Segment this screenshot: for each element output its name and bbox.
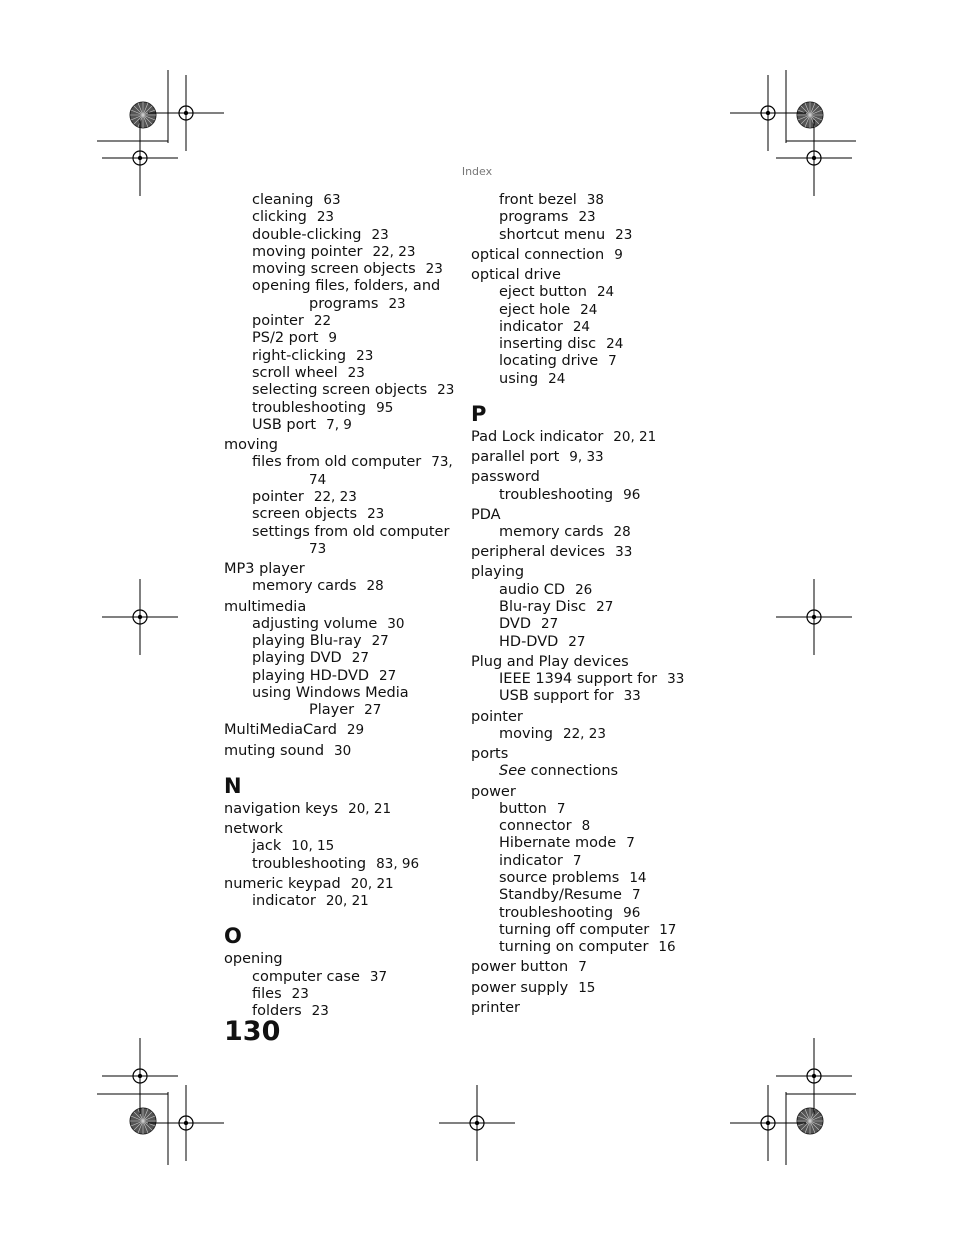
index-subentry (471, 336, 711, 353)
entry-term: peripheral devices (471, 544, 606, 561)
section-letter: N (224, 773, 242, 798)
index-entry (471, 654, 711, 671)
index-subentry (224, 893, 464, 910)
index-subentry (224, 382, 464, 399)
index-entry (224, 722, 464, 739)
entry-term: power (471, 783, 516, 800)
index-subentry (471, 801, 711, 818)
entry-pages: 24 (596, 284, 615, 301)
entry-term: clicking (252, 209, 307, 226)
entry-pages: 23 (356, 347, 374, 364)
entry-term: playing Blu-ray (252, 633, 362, 650)
index-subentry (471, 634, 711, 651)
index-subentry (224, 417, 464, 434)
entry-term: cleaning (252, 192, 314, 208)
index-subentry (471, 524, 711, 541)
entry-term: turning on computer (499, 939, 649, 956)
entry-term: Pad Lock indicator (471, 428, 604, 445)
index-subentry (471, 227, 711, 244)
entry-term: troubleshooting (499, 904, 614, 921)
index-subentry (471, 726, 711, 743)
running-header: Index (461, 165, 493, 178)
entry-term: memory cards (499, 524, 604, 541)
entry-pages: 22, 23 (563, 725, 606, 742)
index-entry (471, 709, 711, 726)
entry-term: optical drive (471, 266, 561, 283)
entry-term: jack (252, 838, 282, 855)
index-entry (224, 876, 464, 893)
entry-term: double-clicking (252, 226, 362, 243)
entry-pages: 23 (347, 364, 365, 381)
entry-pages: 7 (556, 800, 566, 817)
index-subentry (471, 616, 711, 633)
index-subentry (471, 887, 711, 904)
entry-pages: 23 (311, 1003, 329, 1020)
entry-pages: 9 (614, 246, 623, 263)
entry-pages: 33 (623, 688, 641, 705)
entry-pages: 14 (629, 870, 647, 887)
entry-pages: 20, 21 (613, 428, 657, 445)
index-subentry (471, 688, 711, 705)
entry-pages: 27 (364, 702, 382, 719)
entry-pages: 7, 9 (326, 416, 352, 433)
entry-term: pointer (471, 708, 523, 725)
entry-term: adjusting volume (252, 615, 378, 632)
entry-pages: 27 (351, 650, 369, 667)
entry-term: playing DVD (252, 650, 342, 667)
index-entry (471, 980, 711, 997)
entry-term: parallel port (471, 449, 560, 466)
index-subentry (471, 599, 711, 616)
entry-pages: 9, 33 (569, 449, 604, 466)
entry-term: files (252, 985, 282, 1002)
entry-pages: 23 (316, 209, 335, 226)
entry-pages: 7 (608, 353, 617, 370)
entry-term: HD-DVD (499, 633, 559, 650)
index-entry (471, 959, 711, 976)
entry-term: pointer (252, 313, 304, 330)
entry-term: MP3 player (224, 561, 305, 578)
entry-pages: 22, 23 (313, 488, 357, 505)
entry-term: power supply (471, 979, 569, 996)
index-subentry (224, 472, 464, 489)
index-entry (224, 951, 464, 968)
entry-pages: 33 (615, 544, 633, 561)
entry-term: opening (224, 951, 283, 968)
entry-term: ports (471, 746, 509, 763)
entry-term: password (471, 469, 540, 486)
entry-term: turning off computer (499, 921, 650, 938)
entry-pages: 7 (631, 887, 641, 904)
entry-term: moving screen objects (252, 261, 416, 278)
entry-term: playing HD-DVD (252, 667, 370, 684)
entry-term: source problems (499, 870, 620, 887)
entry-pages: 20, 21 (350, 875, 394, 892)
entry-term: DVD (499, 616, 531, 633)
entry-term: Hibernate mode (499, 835, 617, 852)
entry-term: files from old computer (252, 454, 422, 471)
index-subentry (224, 969, 464, 986)
index-subentry (224, 616, 464, 633)
entry-term: power button (471, 959, 569, 976)
index-entry (224, 743, 464, 760)
entry-pages: 7 (626, 835, 635, 852)
entry-term: computer case (252, 968, 360, 985)
index-entry (224, 561, 464, 578)
entry-pages: 23 (615, 226, 633, 243)
index-entry (471, 247, 711, 264)
entry-term: selecting screen objects (252, 382, 428, 399)
index-subentry (224, 400, 464, 417)
entry-pages: 22, 23 (372, 243, 416, 260)
entry-pages: 20, 21 (348, 800, 392, 817)
index-subentry (224, 227, 464, 244)
entry-term: USB port (252, 416, 317, 433)
index-entry (224, 801, 464, 818)
page-number: 130 (224, 1016, 281, 1047)
entry-pages: 83, 96 (376, 855, 420, 872)
entry-pages: 96 (623, 486, 641, 503)
entry-pages: 30 (387, 615, 405, 632)
entry-term: moving pointer (252, 243, 363, 260)
index-subentry (224, 702, 464, 719)
index-entry (224, 599, 464, 616)
index-subentry (471, 192, 711, 209)
index-subentry (471, 835, 711, 852)
index-subentry (224, 524, 464, 541)
section-letter: O (224, 924, 242, 949)
index-subentry (224, 685, 464, 702)
entry-term: troubleshooting (499, 486, 614, 503)
index-column-left (224, 192, 464, 1020)
entry-term: locating drive (499, 353, 599, 370)
entry-term: Standby/Resume (499, 887, 622, 904)
entry-term: right-clicking (252, 347, 347, 364)
entry-term: muting sound (224, 742, 325, 759)
index-subentry (224, 209, 464, 226)
entry-term: front bezel (499, 192, 577, 208)
index-subentry (224, 261, 464, 278)
index-subentry (471, 818, 711, 835)
entry-pages: 37 (369, 968, 388, 985)
index-entry (471, 746, 711, 763)
entry-pages: 96 (623, 904, 641, 921)
entry-term: folders (252, 1003, 302, 1020)
index-subentry (471, 582, 711, 599)
entry-pages: 23 (578, 209, 596, 226)
index-subentry (471, 302, 711, 319)
entry-pages: 28 (613, 524, 631, 541)
entry-pages: 28 (366, 578, 384, 595)
entry-pages: 33 (667, 671, 685, 688)
entry-pages: 16 (658, 939, 676, 956)
entry-pages: 27 (541, 616, 559, 633)
entry-pages: 24 (548, 370, 566, 387)
index-subentry (224, 296, 464, 313)
index-subentry (471, 671, 711, 688)
entry-term: indicator (252, 893, 316, 910)
index-entry (471, 544, 711, 561)
entry-term: PDA (471, 506, 501, 523)
entry-term: button (499, 800, 547, 817)
entry-term: optical connection (471, 246, 605, 263)
index-subentry (224, 348, 464, 365)
index-subentry (224, 856, 464, 873)
index-subentry (224, 192, 464, 209)
entry-term: playing (471, 564, 525, 581)
entry-pages: 23 (425, 261, 443, 278)
see-reference: See (499, 763, 531, 780)
index-subentry (224, 986, 464, 1003)
index-subentry (471, 939, 711, 956)
index-subentry (471, 487, 711, 504)
entry-term: memory cards (252, 578, 357, 595)
index-entry (471, 784, 711, 801)
entry-pages: 23 (291, 985, 309, 1002)
index-subentry (224, 633, 464, 650)
index-subentry (224, 650, 464, 667)
index-entry (224, 437, 464, 454)
entry-pages: 27 (371, 633, 389, 650)
index-entry (224, 821, 464, 838)
entry-pages: 29 (346, 722, 365, 739)
index-subentry (224, 541, 464, 558)
entry-term: moving (224, 437, 278, 454)
entry-term: Blu-ray Disc (499, 599, 587, 616)
index-entry (471, 507, 711, 524)
entry-pages: 38 (586, 192, 604, 208)
entry-term: programs (499, 209, 569, 226)
entry-pages: 10, 15 (291, 838, 335, 855)
index-subentry (471, 870, 711, 887)
index-subentry (224, 578, 464, 595)
entry-term: multimedia (224, 598, 307, 615)
entry-pages: 27 (596, 599, 614, 616)
index-subentry (471, 284, 711, 301)
entry-pages: 15 (578, 979, 596, 996)
entry-term: Player (309, 702, 355, 719)
entry-pages: 23 (388, 295, 406, 312)
index-subentry (224, 506, 464, 523)
entry-term: navigation keys (224, 800, 339, 817)
entry-term: inserting disc (499, 336, 597, 353)
entry-term: printer (471, 999, 520, 1016)
entry-term: numeric keypad (224, 875, 341, 892)
index-entry (471, 564, 711, 581)
entry-pages: 23 (437, 382, 455, 399)
index-subentry (471, 922, 711, 939)
index-subentry (224, 330, 464, 347)
entry-pages: 95 (376, 399, 394, 416)
index-entry (471, 469, 711, 486)
entry-term: audio CD (499, 581, 566, 598)
entry-term: indicator (499, 852, 563, 869)
entry-term: eject hole (499, 301, 571, 318)
entry-term: scroll wheel (252, 364, 338, 381)
entry-term: MultiMediaCard (224, 722, 337, 739)
entry-term: using (499, 370, 539, 387)
index-subentry (224, 365, 464, 382)
index-subentry (471, 853, 711, 870)
entry-pages: 23 (371, 226, 389, 243)
section-letter: P (471, 402, 487, 427)
entry-term: programs (309, 295, 379, 312)
entry-term: pointer (252, 488, 304, 505)
entry-pages: 20, 21 (325, 893, 369, 910)
entry-pages: 30 (334, 742, 352, 759)
index-entry (471, 1000, 711, 1017)
entry-pages: 23 (367, 506, 385, 523)
index-subentry (471, 209, 711, 226)
index-entry (471, 449, 711, 466)
entry-term: moving (499, 725, 553, 742)
entry-term: USB support for (499, 688, 614, 705)
entry-pages: 73, (431, 454, 453, 471)
entry-term: settings from old computer (252, 523, 450, 540)
entry-pages: 22 (313, 313, 332, 330)
entry-pages: 24 (606, 336, 624, 353)
index-subentry (224, 838, 464, 855)
index-subentry (471, 763, 711, 780)
entry-pages: 73 (309, 540, 327, 557)
entry-pages: 7 (578, 959, 587, 976)
entry-pages: 17 (659, 921, 677, 938)
entry-pages: 27 (568, 633, 586, 650)
index-subentry (471, 905, 711, 922)
entry-pages: 24 (572, 318, 591, 335)
entry-term: connections (530, 763, 619, 780)
entry-pages: 9 (328, 330, 337, 347)
entry-pages: 26 (575, 581, 593, 598)
entry-term: shortcut menu (499, 226, 606, 243)
entry-pages: 24 (580, 301, 598, 318)
entry-term: connector (499, 818, 572, 835)
index-subentry (471, 371, 711, 388)
entry-term: Plug and Play devices (471, 653, 629, 670)
index-subentry (224, 489, 464, 506)
index-subentry (224, 278, 464, 295)
index-entry (471, 429, 711, 446)
entry-term: eject button (499, 284, 587, 301)
entry-pages: 8 (581, 818, 591, 835)
index-subentry (224, 454, 464, 471)
entry-term: troubleshooting (252, 399, 367, 416)
entry-term: IEEE 1394 support for (499, 671, 658, 688)
index-subentry (224, 313, 464, 330)
index-subentry (224, 244, 464, 261)
entry-pages: 74 (309, 471, 327, 488)
entry-term: indicator (499, 318, 563, 335)
index-subentry (224, 668, 464, 685)
entry-term: network (224, 821, 283, 838)
index-column-right (471, 192, 711, 1017)
index-subentry (471, 353, 711, 370)
index-subentry (471, 319, 711, 336)
entry-term: screen objects (252, 506, 358, 523)
index-entry (471, 267, 711, 284)
entry-pages: 63 (323, 192, 341, 208)
entry-pages: 27 (379, 667, 397, 684)
entry-term: opening files, folders, and (252, 278, 441, 295)
entry-term: PS/2 port (252, 330, 319, 347)
entry-pages: 7 (572, 852, 582, 869)
entry-term: troubleshooting (252, 855, 367, 872)
entry-term: using Windows Media (252, 684, 409, 701)
